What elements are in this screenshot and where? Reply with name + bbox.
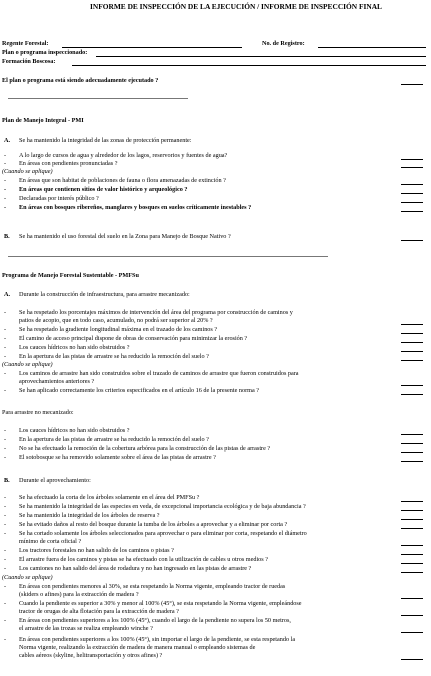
pmfsu-bullet: - (4, 565, 7, 572)
answer-line[interactable] (401, 159, 423, 160)
pmfsu-item: Se ha efectuado la corta de los árboles solamente en el área del PMFSu ? (19, 494, 200, 501)
answer-line[interactable] (401, 501, 423, 502)
answer-line[interactable] (401, 184, 423, 185)
pmfsu-item: Los tractores forestales no han salido de los caminos o pistas ? (19, 547, 174, 554)
pmfsu-bullet: - (4, 583, 7, 590)
answer-line[interactable] (401, 461, 423, 462)
pmfsu-item: Los cauces hídricos no han sido obstruidos ? (19, 344, 130, 351)
answer-line[interactable] (401, 598, 423, 599)
regente-field[interactable] (62, 40, 242, 48)
pmfsu-item: Se ha evitado daños al resto del bosque durante la tumba de los árboles a aprovechar y a eliminar por corta ? (19, 521, 288, 528)
answer-line[interactable] (401, 528, 423, 529)
pmfsu-item-cont: aprovechamientos anteriores ? (19, 378, 95, 385)
pmi-a-text: Se ha mantenido la integridad de las zonas de protección permanente: (19, 137, 192, 144)
pmfsu-bullet: - (4, 445, 7, 452)
pmi-bullet: - (4, 160, 7, 167)
when-applicable: (Cuando se aplique) (2, 361, 53, 368)
pmfsu-item: Se ha respetado la gradiente longitudinal máxima en el trazado de los caminos ? (19, 326, 218, 333)
pmfsu-bullet: - (4, 494, 7, 501)
pmfsu-item: En áreas con pendientes superiores a los 100% (45°), cuando el largo de la pendiente no supera los 50 metros, (19, 617, 291, 624)
divider (8, 98, 188, 99)
pmfsu-item-cont: el arrastre de las trozas se realiza empleando winche ? (19, 625, 153, 632)
answer-line[interactable] (401, 333, 423, 334)
answer-line[interactable] (401, 211, 423, 212)
answer-line[interactable] (401, 394, 423, 395)
pmfsu-item: Cuando la pendiente es superior a 30% y menor al 100% (45°), se esta respetando la Norma vigente, empleándose (19, 600, 302, 607)
pmfsu-item: Se ha mantenido la integridad de las especies en veda, de excepcional importancia ecológica y de baja abundancia ? (19, 503, 306, 510)
pmfsu-item: En la apertura de las pistas de arrastre se ha reducido la remoción del suelo ? (19, 436, 209, 443)
pmfsu-bullet: - (4, 335, 7, 342)
registro-field[interactable] (318, 40, 426, 48)
pmi-item: En áreas que contienen sitios de valor histórico y arqueológico ? (19, 186, 188, 193)
formacion-label: Formación Boscosa: (2, 58, 56, 65)
pmfsu-bullet: - (4, 521, 7, 528)
pmfsu-item-cont: Norma vigente, realizando la extracción de madera de manera manual o empleando sistemas de (19, 644, 256, 651)
pmfsu-bullet: - (4, 636, 7, 643)
pmfsu-bullet: - (4, 617, 7, 624)
pmfsu-item: El sotobosque se ha removido solamente sobre el área de las pistas de arrastre ? (19, 454, 216, 461)
answer-line[interactable] (401, 519, 423, 520)
answer-line[interactable] (401, 324, 423, 325)
answer-line[interactable] (401, 385, 423, 386)
answer-line[interactable] (401, 240, 423, 241)
pmfsu-bullet: - (4, 547, 7, 554)
pmi-bullet: - (4, 152, 7, 159)
formacion-field[interactable] (72, 58, 426, 66)
when-applicable: (Cuando se aplique) (2, 574, 53, 581)
pmfsu-bullet: - (4, 512, 7, 519)
answer-line[interactable] (401, 554, 423, 555)
answer-line[interactable] (401, 193, 423, 194)
pmfsu-bullet: - (4, 326, 7, 333)
pmfsu-item-cont: tractor de orugas de alta flotación para la extracción de madera ? (19, 608, 179, 615)
answer-line[interactable] (401, 632, 423, 633)
pmi-b-letter: B. (4, 233, 10, 240)
pmfsu-bullet: - (4, 387, 7, 394)
pmfsu-item: En la apertura de las pistas de arrastre se ha reducido la remoción del suelo ? (19, 353, 209, 360)
pmfsu-item: En áreas con pendientes superiores a los 100% (45°), sin importar el largo de la pendiente, se esta respetando la (19, 636, 296, 643)
pmfsu-item: Los caminos de arrastre han sido construidos sobre el trazado de caminos de arrastre que fueron construidos para (19, 370, 299, 377)
pmfsu-bullet: - (4, 530, 7, 537)
pmfsu-b-text: Durante el aprovechamiento: (19, 477, 91, 484)
answer-line[interactable] (401, 202, 423, 203)
pmfsu-bullet: - (4, 309, 7, 316)
regente-label: Regente Forestal: (2, 40, 49, 47)
answer-line[interactable] (401, 167, 423, 168)
pmfsu-bullet: - (4, 503, 7, 510)
pmfsu-bullet: - (4, 454, 7, 461)
answer-line[interactable] (401, 659, 423, 660)
no-mecanizado-label: Para arrastre no mecanizado: (2, 409, 74, 416)
pmfsu-item: En áreas con pendientes menores al 30%, se esta respetando la Norma vigente, empleando tractor de ruedas (19, 583, 286, 590)
divider (8, 256, 328, 257)
pmfsu-item: Se ha respetado los porcentajes máximos de intervención del área del programa por construcción de caminos y (19, 309, 293, 316)
pmfsu-item: Los camiones no han salido del área de rodadura y no han ingresado en las pistas de arrastre ? (19, 565, 252, 572)
pmfsu-bullet: - (4, 344, 7, 351)
answer-line[interactable] (401, 443, 423, 444)
answer-line[interactable] (401, 510, 423, 511)
when-applicable: (Cuando se aplique) (2, 168, 53, 175)
pmfsu-bullet: - (4, 600, 7, 607)
answer-line[interactable] (401, 360, 423, 361)
pmfsu-title: Programa de Manejo Forestal Sustentable - PMFSu (2, 272, 139, 279)
pmi-item: A lo largo de cursos de agua y alrededor de los lagos, reservorios y fuentes de agua? (19, 152, 228, 159)
answer-line[interactable] (401, 563, 423, 564)
pmfsu-a-text: Durante la construcción de infraestructura, para arrastre mecanizado: (19, 291, 190, 298)
pmfsu-item: Los cauces hídricos no han sido obstruidos ? (19, 427, 130, 434)
pmi-item: Declaradas por interés público ? (19, 195, 99, 202)
answer-line[interactable] (401, 452, 423, 453)
answer-line[interactable] (401, 434, 423, 435)
pmfsu-item: Se ha cortado solamente los árboles seleccionados para aprovechar o para eliminar por corta, respetando el diámetro (19, 530, 307, 537)
pmfsu-item: El arrastre fuera de los caminos y pistas se ha efectuado con la utilización de cables u otros medios ? (19, 556, 268, 563)
pmfsu-b-letter: B. (4, 477, 10, 484)
answer-line[interactable] (401, 545, 423, 546)
pmfsu-item-cont: cables aéreos (skyline, helitransportación y otros afines) ? (19, 652, 163, 659)
pmi-bullet: - (4, 204, 7, 211)
pmfsu-item-cont: mínimo de corta oficial ? (19, 538, 82, 545)
pmi-b-text: Se ha mantenido el uso forestal del suelo en la Zona para Manejo de Bosque Nativo ? (19, 233, 231, 240)
page-title: INFORME DE INSPECCIÓN DE LA EJECUCIÓN / INFORME DE INSPECCIÓN FINAL (90, 2, 382, 11)
answer-line[interactable] (401, 342, 423, 343)
pmfsu-bullet: - (4, 353, 7, 360)
pmfsu-item-cont: patios de acopio, que en todo caso, acumulado, no podrá ser superior al 20% ? (19, 317, 213, 324)
pmi-title: Plan de Manejo Integral - PMI (2, 117, 84, 124)
pmi-item: En áreas con bosques ribereños, manglares y bosques en suelos críticamente inestables ? (19, 204, 252, 211)
answer-line[interactable] (401, 351, 423, 352)
plan-label: Plan o programa inspeccionado: (2, 49, 88, 56)
pmfsu-bullet: - (4, 556, 7, 563)
answer-line[interactable] (401, 84, 423, 85)
pmfsu-item: Se han aplicado correctamente los criterios especificados en el artículo 16 de la presente norma ? (19, 387, 260, 394)
pmi-bullet: - (4, 195, 7, 202)
answer-line[interactable] (401, 615, 423, 616)
pmfsu-item: No se ha efectuado la remoción de la cobertura arbórea para la construcción de las pistas de arrastre ? (19, 445, 271, 452)
pmfsu-item: Se ha mantenido la integridad de los árboles de reserva ? (19, 512, 160, 519)
pmi-bullet: - (4, 186, 7, 193)
plan-question: El plan o programa está siendo adecuadamente ejecutado ? (2, 77, 159, 84)
pmi-item: En áreas con pendientes pronunciadas ? (19, 160, 118, 167)
pmi-bullet: - (4, 177, 7, 184)
plan-field[interactable] (96, 49, 426, 57)
pmfsu-bullet: - (4, 436, 7, 443)
pmfsu-a-letter: A. (4, 291, 11, 298)
answer-line[interactable] (401, 572, 423, 573)
pmi-a-letter: A. (4, 137, 11, 144)
pmi-item: En áreas que son habitat de poblaciones de fauna o flora amenazadas de extinción ? (19, 177, 226, 184)
pmfsu-item-cont: (skiders o afines) para la extracción de madera ? (19, 591, 139, 598)
pmfsu-item: El camino de acceso principal dispone de obras de conservación para minimizar la erosión ? (19, 335, 248, 342)
pmfsu-bullet: - (4, 427, 7, 434)
pmfsu-bullet: - (4, 370, 7, 377)
registro-label: No. de Registro: (262, 40, 305, 47)
